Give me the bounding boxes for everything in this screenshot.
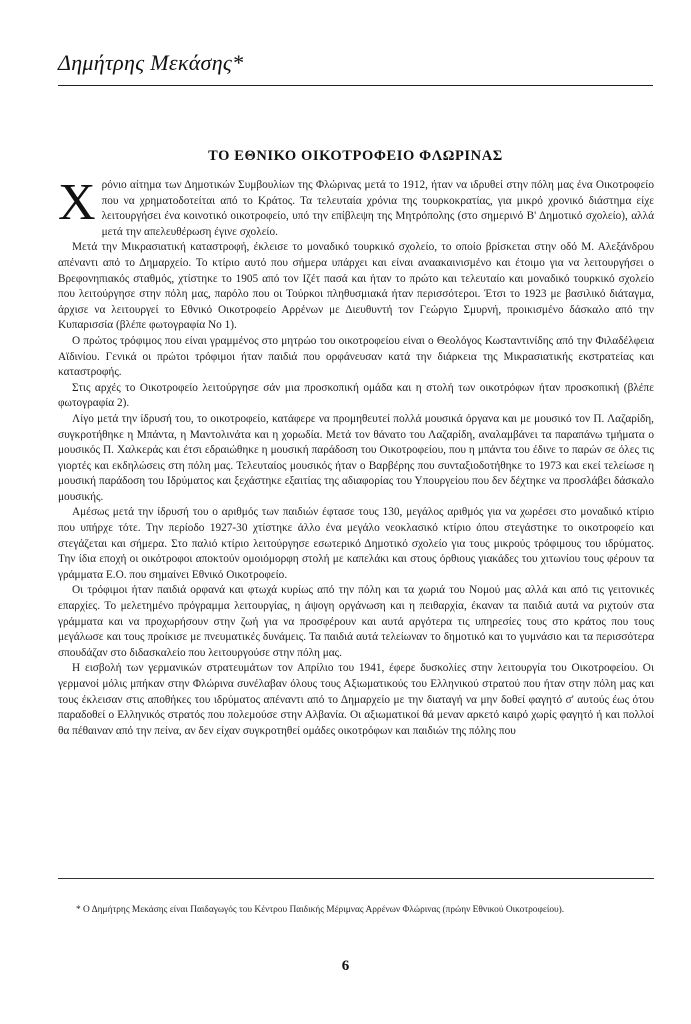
article-body xyxy=(58,174,654,739)
paragraph-2: Μετά την Μικρασιατική καταστροφή, έκλεισε το μοναδικό τουρκικό σχολείο, το οποίο βρίσκεται στην οδό Μ. Αλεξάνδρου απέναντι από το Δημαρχείο. Το κτίριο αυτό που σήμερα υπάρχει και είναι αναακαινισμένο και έτοιμο για να λειτουργήσει ο Βρεφονηπιακός σταθμός, χτίστηκε το 1905 από τον Ιζέτ πασά και ήταν το πρώτο και τελευταίο και μοναδικό τουρκικό σχολείο που λειτούργησε στην πόλη μας, παρόλο που οι Τούρκοι πληθυσμιακά ήταν περισσότεροι. Έτσι το 1923 με βασιλικό διάταγμα, άρχισε να λειτουργεί το Εθνικό Οικοτροφείο Αρρένων με Διευθυντή τον Γεώργιο Σμυρνή, προικισμένο δάσκαλο από την Κυπαρισσία (βλέπε φωτογραφία Νο 1). xyxy=(58,241,654,332)
paragraph-1-text: ρόνιο αίτημα των Δημοτικών Συμβουλίων της Φλώρινας μετά το 1912, ήταν να ιδρυθεί στην πόλη μας ένα Οικοτροφείο που να χρηματοδοτείται από το Κράτος. Τα τελευταία χρόνια της τουρκοκρατίας, για μικρό χρονικό διάστημα είχε λειτουργήσει ένα κοινοτικό οικοτροφείο, υπό την επίβλεψη της Μητρόπολης (στο σημερινό Β' Δημοτικό σχολείο), αλλά μετά την απελευθέρωση έγινε σχολείο. xyxy=(101,179,654,238)
paragraph-7: Οι τρόφιμοι ήταν παιδιά ορφανά και φτωχά κυρίως από την πόλη και τα χωριά του Νομού μας αλλά και από τις γειτονικές επαρχίες. Το μελετημένο πρόγραμμα λειτουργίας, η άψογη οργάνωση και η πειθαρχία, έκαναν τα παιδιά αυτά να ριχτούν στα γράμματα και να προχωρήσουν στην ζωή για να προσφέρουν και αυτά αργότερα τις υπηρεσίες τους στο κράτος που τους μεγάλωσε και τους προίκισε με πνευματικές δυνάμεις. Τα παιδιά αυτά τελείωναν το δημοτικό και το γυμνάσιο και τα περισσότερα σπουδάζαν στο διδασκαλείο που λειτουργούσε στην πόλη μας. xyxy=(58,584,654,659)
header-rule xyxy=(58,85,653,86)
author-header: Δημήτρης Μεκάσης* xyxy=(58,50,244,75)
page-number: 6 xyxy=(341,958,350,974)
drop-cap: Χ xyxy=(58,174,96,231)
footnote xyxy=(58,904,654,917)
paragraph-3: Ο πρώτος τρόφιμος που είναι γραμμένος στο μητρώο του οικοτροφείου είναι ο Θεολόγος Κωσταντινίδης από την Φιλαδέλφεια Αϊδινίου. Γενικά οι πρώτοι τρόφιμοι ήταν παιδιά που ορφάνευσαν κατά την διάρκεια της Μικρασιατικής εκστρατείας και καταστροφής. xyxy=(58,334,654,379)
article-title: ΤΟ ΕΘΝΙΚΟ ΟΙΚΟΤΡΟΦΕΙΟ ΦΛΩΡΙΝΑΣ xyxy=(208,148,503,164)
paragraph-5: Λίγο μετά την ίδρυσή του, το οικοτροφείο, κατάφερε να προμηθευτεί πολλά μουσικά όργανα και με μουσικό τον Π. Λαζαρίδη, συγκροτήθηκε η Μπάντα, η Μαντολινάτα και η χορωδία. Μετά τον θάνατο του Λαζαρίδη, αναλαμβάνει τα παραπάνω τμήματα ο μουσικός Π. Χαλκεράς και έτσι εδραιώθηκε η μουσική παράδοση του Οικοτροφείου, που η μπάντα του έδινε το παρών σε όλες τις γιορτές και εκδηλώσεις στη πόλη μας. Τελευταίος μουσικός ήταν ο Βαρβέρης που συνταξιοδοτήθηκε το 1973 και εκεί τελείωσε η μουσική παράδοση του Ιδρύματος και ξεχάστηκε εξαιτίας της αδιαφορίας του Υπουργείου που δεν δέχτηκε να προσλάβει δάσκαλο μουσικής. xyxy=(58,412,654,503)
paragraph-8: Η εισβολή των γερμανικών στρατευμάτων τον Απρίλιο του 1941, έφερε δυσκολίες στην λειτουργία του Οικοτροφείου. Οι γερμανοί μόλις μπήκαν στην Φλώρινα συνέλαβαν όλους τους Αξιωματικούς του Ελληνικού στρατού που ήταν στην πόλη μας και τους έκλεισαν στις αποθήκες του ιδρύματος απέναντι από το Δημαρχείο με την διαταγή να μην δοθεί φαγητό σ' αυτούς έως ότου παραδοθεί ο Ελληνικός στρατός που πολεμούσε στην Αλβανία. Οι αξιωματικοί θά μεναν αρκετό καιρό χωρίς φαγητό ή και πολλοί θα πέθαιναν από την πείνα, αν δεν είχαν συγκροτηθεί ομάδες οικοτρόφων και παιδιών της πόλης που xyxy=(58,662,654,737)
paragraph-6: Αμέσως μετά την ίδρυσή του ο αριθμός των παιδιών έφτασε τους 130, μεγάλος αριθμός για να χωρέσει στο μοναδικό κτίριο που υπήρχε τότε. Την περίοδο 1927-30 χτίστηκε άλλο ένα μεγάλο νεοκλασικό κτίριο όπου στεγάστηκε το οικοτροφείο και στεγάζεται και σήμερα. Στο παλιό κτίριο λειτούργησε εσωτερικό Δημοτικό σχολείο για τους μικρούς τρόφιμους του ιδρύματος. Την ίδια εποχή οι οικότροφοι αποκτούν ομοιόμορφη στολή με καπελάκι και στους όρθιους γιακάδες του χιτωνίου τους φέρουν τα γράμματα Ε.Ο. που σημαίνει Εθνικό Οικοτροφείο. xyxy=(58,506,654,581)
footnote-rule xyxy=(58,878,654,879)
paragraph-1 xyxy=(58,174,654,240)
paragraph-4: Στις αρχές το Οικοτροφείο λειτούργησε σάν μια προσκοπική ομάδα και η στολή των οικοτρόφων ήταν προσκοπική (βλέπε φωτογραφία 2). xyxy=(58,381,654,410)
footnote-text: * Ο Δημήτρης Μεκάσης είναι Παιδαγωγός του Κέντρου Παιδικής Μέριμνας Αρρένων Φλώρινας (πρώην Εθνικού Οικοτροφείου). xyxy=(76,905,565,915)
